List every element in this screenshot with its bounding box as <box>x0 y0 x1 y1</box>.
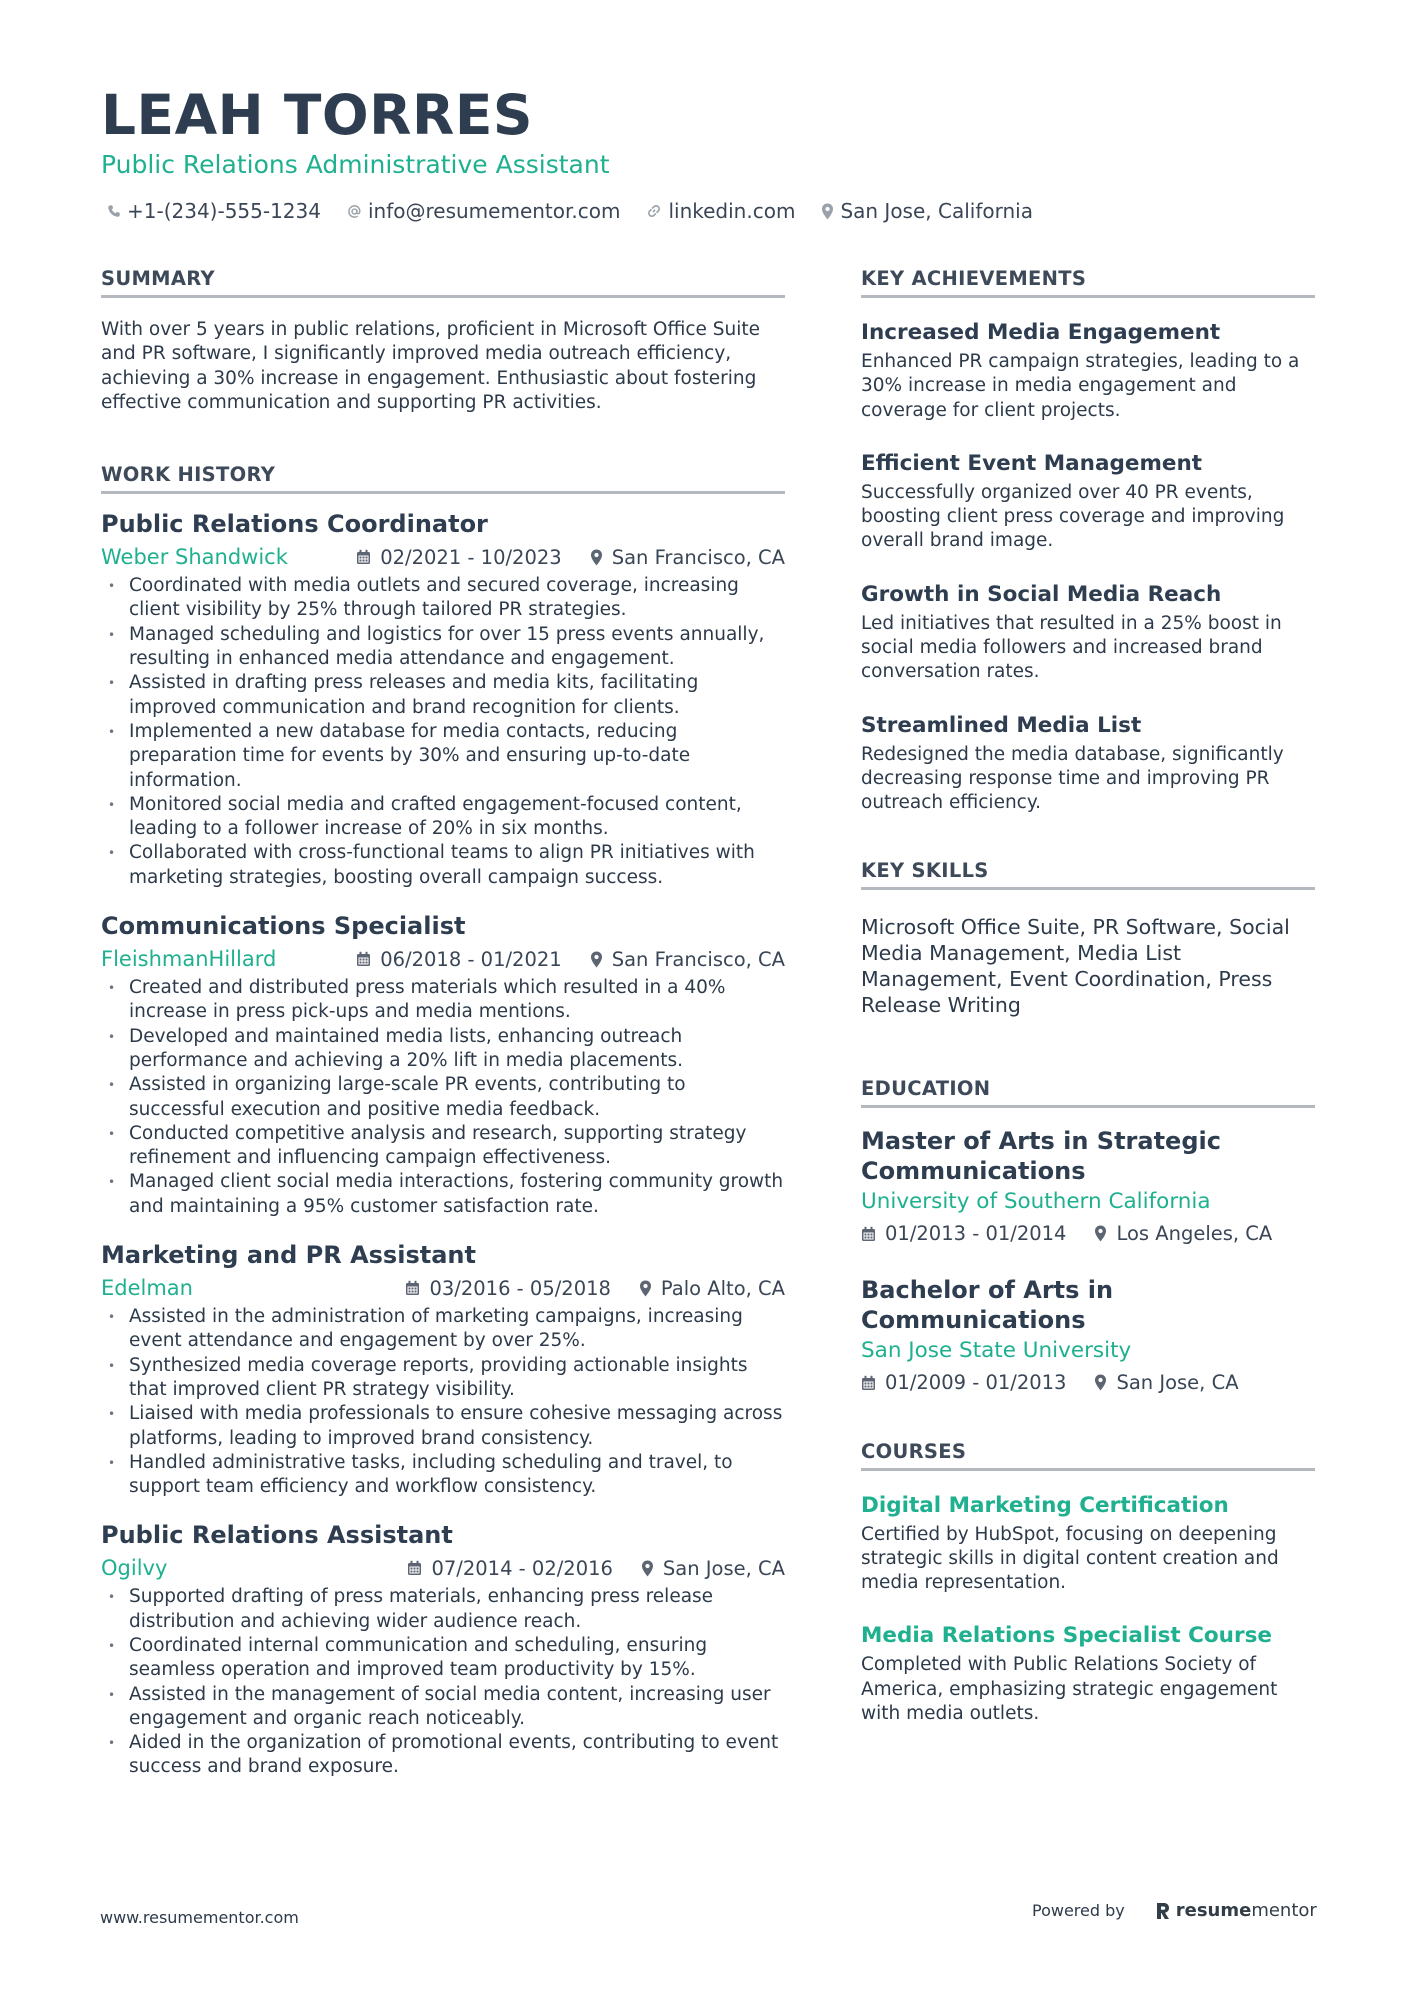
summary-heading: SUMMARY <box>101 266 785 298</box>
calendar-icon <box>861 1226 876 1242</box>
course-item <box>861 1621 1315 1726</box>
calendar-icon <box>407 1560 422 1576</box>
job-dates-text: 06/2018 - 01/2021 <box>380 947 562 971</box>
job-dates-location <box>407 1557 785 1580</box>
job-location <box>590 546 785 569</box>
contact-phone[interactable] <box>107 197 321 225</box>
achievement-title: Efficient Event Management <box>861 450 1203 476</box>
job-entry <box>101 1239 785 1499</box>
education-dates <box>861 1222 1066 1245</box>
map-pin-icon <box>1094 1374 1107 1391</box>
job-bullet: • Managed client social media interactions, fostering community growth and maintaining a 95% customer satisfaction rate. <box>101 1170 785 1219</box>
map-pin-icon <box>639 1280 652 1297</box>
courses-heading: COURSES <box>861 1439 1315 1471</box>
powered-by-text: Powered by <box>1032 1901 1125 1920</box>
achievement-text: Redesigned the media database, significantly decreasing response time and improving PR outreach efficiency. <box>861 743 1284 814</box>
education-degree: Master of Arts in Strategic Communications <box>861 1126 1221 1185</box>
job-location-text: San Francisco, CA <box>611 947 785 971</box>
job-meta <box>101 1271 785 1305</box>
achievement-text: Successfully organized over 40 PR events, boosting client press coverage and improving overall brand image. <box>861 481 1285 552</box>
map-pin-icon <box>1094 1225 1107 1242</box>
job-dates-location <box>405 1277 785 1300</box>
job-bullet: • Developed and maintained media lists, enhancing outreach performance and achieving a 20% lift in media placements. <box>101 1025 785 1074</box>
education-location-text: San Jose, CA <box>1116 1371 1239 1395</box>
job-dates-text: 03/2016 - 05/2018 <box>429 1276 611 1300</box>
course-text: Completed with Public Relations Society of America, emphasizing strategic engagement with media outlets. <box>861 1654 1278 1725</box>
calendar-icon <box>356 951 371 967</box>
job-location <box>590 948 785 971</box>
education-heading: EDUCATION <box>861 1076 1315 1108</box>
job-bullet: • Coordinated internal communication and scheduling, ensuring seamless operation and improved team productivity by 15%. <box>101 1634 785 1683</box>
job-bullet: • Assisted in organizing large-scale PR events, contributing to successful execution and positive media feedback. <box>101 1073 785 1122</box>
map-pin-icon <box>590 951 603 968</box>
job-dates <box>407 1557 612 1580</box>
achievement-item <box>861 711 1315 816</box>
job-location <box>639 1277 785 1300</box>
achievements-heading: KEY ACHIEVEMENTS <box>861 266 1315 298</box>
job-location <box>641 1557 785 1580</box>
job-entry <box>101 1519 785 1779</box>
map-pin-icon <box>821 203 834 220</box>
job-dates-text: 02/2021 - 10/2023 <box>380 545 562 569</box>
job-bullet: • Synthesized media coverage reports, providing actionable insights that improved client PR strategy visibility. <box>101 1354 785 1403</box>
right-column <box>861 266 1315 1752</box>
company-name: Weber Shandwick <box>101 545 288 570</box>
phone-text: +1-(234)-555-1234 <box>127 199 321 223</box>
education-school: University of Southern California <box>861 1188 1211 1214</box>
course-title: Media Relations Specialist Course <box>861 1623 1272 1649</box>
job-dates-location <box>356 948 785 971</box>
contact-bar <box>107 197 1059 225</box>
contact-email[interactable] <box>347 197 620 225</box>
footer-website[interactable]: www.resumementor.com <box>100 1908 299 1927</box>
job-bullet: • Implemented a new database for media contacts, reducing preparation time for events by 30% and ensuring up-to-date information. <box>101 720 785 793</box>
footer-branding <box>1032 1900 1317 1921</box>
skills-heading: KEY SKILLS <box>861 858 1315 890</box>
job-bullet: • Assisted in drafting press releases and media kits, facilitating improved communication and brand recognition for clients. <box>101 671 785 720</box>
achievement-item <box>861 318 1315 423</box>
resumementor-logo-icon <box>1155 1901 1171 1921</box>
work-history-list <box>101 508 785 1780</box>
company-name: Edelman <box>101 1276 193 1301</box>
job-location-text: Palo Alto, CA <box>660 1276 785 1300</box>
linkedin-text: linkedin.com <box>668 199 796 223</box>
brand-bold-text: resume <box>1175 1900 1252 1921</box>
at-icon <box>347 204 362 219</box>
job-title: Communications Specialist <box>101 912 466 941</box>
achievements-list <box>861 318 1315 816</box>
job-bullet: • Created and distributed press materials which resulted in a 40% increase in press pick-ups and media mentions. <box>101 976 785 1025</box>
job-bullet: • Liaised with media professionals to ensure cohesive messaging across platforms, leading to improved brand consistency. <box>101 1402 785 1451</box>
job-bullets <box>101 574 785 890</box>
job-bullets <box>101 976 785 1219</box>
education-location-text: Los Angeles, CA <box>1116 1222 1273 1246</box>
calendar-icon <box>861 1375 876 1391</box>
courses-list <box>861 1491 1315 1727</box>
link-icon <box>646 203 662 219</box>
job-location-text: San Francisco, CA <box>611 545 785 569</box>
job-bullet: • Assisted in the administration of marketing campaigns, increasing event attendance and engagement by over 25%. <box>101 1305 785 1354</box>
job-dates-location <box>356 546 785 569</box>
achievement-item <box>861 580 1315 685</box>
education-dates <box>861 1371 1066 1394</box>
job-title: Marketing and PR Assistant <box>101 1241 476 1270</box>
job-bullet: • Conducted competitive analysis and research, supporting strategy refinement and influencing campaign effectiveness. <box>101 1122 785 1171</box>
job-bullet: • Handled administrative tasks, including scheduling and travel, to support team efficiency and workflow consistency. <box>101 1451 785 1500</box>
job-bullet: • Managed scheduling and logistics for over 15 press events annually, resulting in enhanced media attendance and engagement. <box>101 623 785 672</box>
summary-text: With over 5 years in public relations, proficient in Microsoft Office Suite and PR software, I significantly improved media outreach efficiency, achieving a 30% increase in engagement. Enthusiastic about fostering effective communication and supporting PR activities. <box>101 319 761 413</box>
left-column <box>101 266 785 1800</box>
achievement-title: Increased Media Engagement <box>861 320 1221 345</box>
job-location-text: San Jose, CA <box>662 1556 785 1580</box>
job-bullets <box>101 1585 785 1779</box>
job-bullet: • Supported drafting of press materials, enhancing press release distribution and achieving wider audience reach. <box>101 1585 785 1634</box>
education-location <box>1094 1222 1272 1245</box>
education-item <box>861 1126 1315 1250</box>
work-history-heading: WORK HISTORY <box>101 462 785 494</box>
job-dates <box>405 1277 610 1300</box>
education-item <box>861 1275 1315 1399</box>
contact-location <box>821 197 1033 225</box>
skills-text: Microsoft Office Suite, PR Software, Social Media Management, Media List Management, Event Coordination, Press Release Writing <box>861 914 1290 1017</box>
phone-icon <box>107 204 121 218</box>
map-pin-icon <box>641 1560 654 1577</box>
job-dates-text: 07/2014 - 02/2016 <box>431 1556 613 1580</box>
job-bullet: • Monitored social media and crafted engagement-focused content, leading to a follower increase of 20% in six months. <box>101 793 785 842</box>
job-meta <box>101 1551 785 1585</box>
education-dates-text: 01/2013 - 01/2014 <box>885 1222 1067 1246</box>
candidate-name: LEAH TORRES <box>101 83 534 147</box>
education-meta <box>861 1218 1315 1250</box>
education-degree: Bachelor of Arts in Communications <box>861 1275 1114 1334</box>
job-dates <box>356 546 561 569</box>
education-meta <box>861 1367 1315 1399</box>
job-bullet: • Assisted in the management of social media content, increasing user engagement and organic reach noticeably. <box>101 1683 785 1732</box>
company-name: FleishmanHillard <box>101 947 277 972</box>
map-pin-icon <box>590 549 603 566</box>
achievement-text: Led initiatives that resulted in a 25% boost in social media followers and increased brand conversation rates. <box>861 612 1282 683</box>
contact-linkedin[interactable] <box>646 197 795 225</box>
achievement-text: Enhanced PR campaign strategies, leading to a 30% increase in media engagement and coverage for client projects. <box>861 351 1300 421</box>
job-meta <box>101 942 785 976</box>
education-school: San Jose State University <box>861 1337 1132 1363</box>
job-title: Public Relations Coordinator <box>101 510 488 539</box>
education-list <box>861 1126 1315 1399</box>
job-title: Public Relations Assistant <box>101 1521 453 1550</box>
brand-light-text: mentor <box>1251 1900 1317 1921</box>
calendar-icon <box>405 1280 420 1296</box>
company-name: Ogilvy <box>101 1556 168 1581</box>
job-meta <box>101 540 785 574</box>
achievement-item <box>861 449 1315 554</box>
brand-logo[interactable] <box>1155 1900 1317 1921</box>
job-entry <box>101 508 785 890</box>
location-text: San Jose, California <box>840 199 1033 223</box>
candidate-role: Public Relations Administrative Assistant <box>101 150 610 179</box>
education-location <box>1094 1371 1238 1394</box>
education-dates-text: 01/2009 - 01/2013 <box>885 1371 1067 1395</box>
achievement-title: Growth in Social Media Reach <box>861 581 1222 607</box>
job-bullets <box>101 1305 785 1499</box>
course-item <box>861 1491 1315 1596</box>
job-bullet: • Coordinated with media outlets and secured coverage, increasing client visibility by 25% through tailored PR strategies. <box>101 574 785 623</box>
job-bullet: • Collaborated with cross-functional teams to align PR initiatives with marketing strategies, boosting overall campaign success. <box>101 841 785 890</box>
job-dates <box>356 948 561 971</box>
job-entry <box>101 910 785 1219</box>
email-text: info@resumementor.com <box>367 199 621 223</box>
achievement-title: Streamlined Media List <box>861 712 1142 738</box>
course-title: Digital Marketing Certification <box>861 1492 1229 1518</box>
job-bullet: • Aided in the organization of promotional events, contributing to event success and brand exposure. <box>101 1731 785 1780</box>
calendar-icon <box>356 549 371 565</box>
course-text: Certified by HubSpot, focusing on deepening strategic skills in digital content creation and media representation. <box>861 1523 1279 1594</box>
